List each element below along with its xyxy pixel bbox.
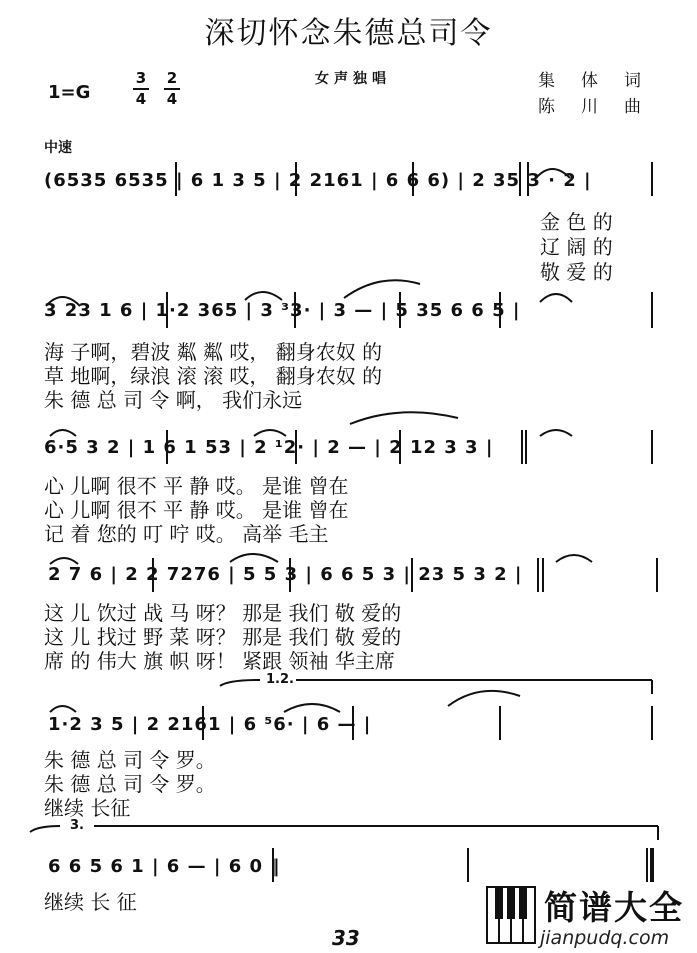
system-6-lyric: 继续 长 征 [44,890,137,914]
meter-numerator: 2 [166,69,178,87]
volta-1-2: 1.2. [266,672,294,687]
system-3-lyric-1: 心 儿啊 很不 平 静 哎。 是谁 曾在 [44,474,349,498]
system-1-notes: (6535 6535 | 6 1 3 5 | 2 2161 | 6 6 6) | 2 35 3 · 2 | [44,170,592,191]
system-5-notes: 1·2 3 5 | 2 2161 | 6 ⁵6· | 6 — | [48,714,372,735]
system-4-lyric-1: 这 儿 饮过 战 马 呀？ 那是 我们 敬 爱的 [44,601,402,625]
performance-subtitle: 女声独唱 [315,71,391,87]
system-2-lyric-1: 海 子啊，碧波 粼 粼 哎， 翻身农奴 的 [44,340,383,364]
system-2-lyric-3: 朱 德 总 司 令 啊， 我们永远 [44,388,303,412]
system-5-lyric-1: 朱 德 总 司 令 罗。 [44,748,216,772]
system-5-lyric-2: 朱 德 总 司 令 罗。 [44,772,216,796]
key-signature: 1=G [48,82,91,103]
page-number: 33 [332,926,360,950]
system-3-lyric-3: 记 着 您的 叮 咛 哎。 高举 毛主 [44,522,329,546]
system-3-notes: 6·5 3 2 | 1 6 1 53 | 2 ¹2· | 2 — | 2 12 3 3 | [44,437,494,458]
system-6-notes: 6 6 5 6 1 | 6 — | 6 0 ‖ [48,856,281,877]
meter-denominator: 4 [135,90,147,108]
time-signature-2 [164,70,180,108]
composer-credit: 陈川曲 [538,97,667,117]
tempo-marking: 中速 [44,140,72,156]
meter-denominator: 4 [166,90,178,108]
watermark-name: 简谱大全 [544,888,684,927]
system-4-lyric-2: 这 儿 找过 野 菜 呀？ 那是 我们 敬 爱的 [44,625,402,649]
system-3-lyric-2: 心 儿啊 很不 平 静 哎。 是谁 曾在 [44,498,349,522]
system-1-lyric-1: 金 色 的 [540,210,613,234]
system-2-notes: 3 23 1 6 | 1·2 365 | 3 ³3· | 3 — | 5 35 6 6 5 | [44,300,521,321]
system-5-lyric-3: 继续 长征 [44,796,131,820]
system-1-lyric-2: 辽 阔 的 [540,235,613,259]
time-signature-1 [133,70,149,108]
lyricist-credit: 集体词 [538,71,667,91]
system-1-lyric-3: 敬 爱 的 [540,260,613,284]
song-title: 深切怀念朱德总司令 [204,16,493,51]
volta-3: 3. [70,818,84,833]
system-4-notes: 2 7 6 | 2 2 7276 | 5 5 3 | 6 6 5 3 | 23 5 3 2 | [48,564,523,585]
piano-keys-icon [486,886,536,944]
system-2-lyric-2: 草 地啊，绿浪 滚 滚 哎， 翻身农奴 的 [44,364,383,388]
system-4-lyric-3: 席 的 伟大 旗 帜 呀！ 紧跟 领袖 华主席 [44,649,395,673]
watermark-url: jianpudq.com [540,927,670,949]
meter-numerator: 3 [135,69,147,87]
